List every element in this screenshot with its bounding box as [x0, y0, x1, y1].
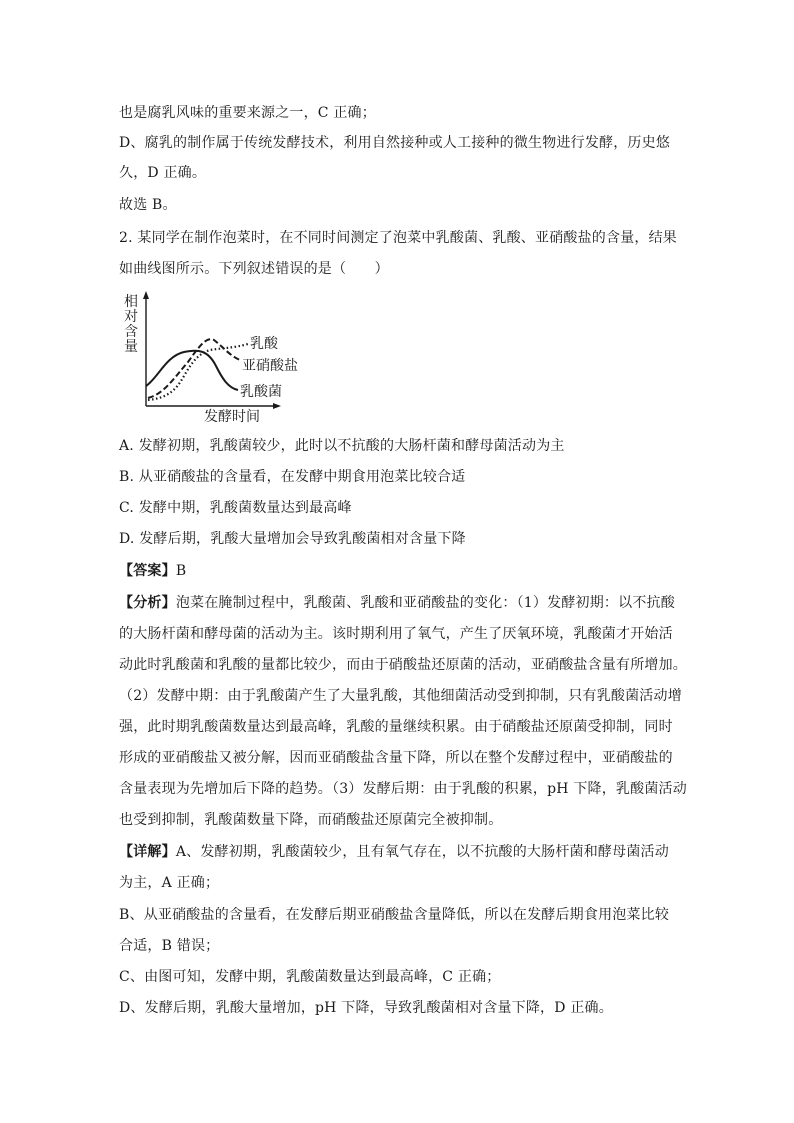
label-nitrite: 亚硝酸盐: [242, 358, 298, 374]
y-axis-label-char: 量: [124, 339, 138, 355]
label-lactic-acid: 乳酸: [250, 336, 278, 352]
analysis-tag: 【分析】: [119, 595, 176, 611]
question-line: 如曲线图所示。下列叙述错误的是（ ）: [119, 261, 389, 277]
curve-graph: [118, 290, 298, 425]
answer-tag: 【答案】: [119, 563, 176, 579]
analysis-line: 动此时乳酸菌和乳酸的量都比较少，而由于硝酸盐还原菌的活动，亚硝酸盐含量有所增加。: [119, 657, 687, 673]
detail-line: 为主，A 正确；: [119, 875, 220, 891]
analysis-line: [119, 593, 675, 613]
y-axis-arrow: [143, 291, 149, 299]
answer-line: [119, 561, 186, 581]
label-bacteria: 乳酸菌: [240, 384, 282, 400]
option-d: D. 发酵后期，乳酸大量增加会导致乳酸菌相对含量下降: [119, 531, 466, 547]
detail-line: B、从亚硝酸盐的含量看，在发酵后期亚硝酸盐含量降低，所以在发酵后期食用泡菜比较: [119, 907, 670, 923]
analysis-line: 形成的亚硝酸盐又被分解，因而亚硝酸盐含量下降，所以在整个发酵过程中，亚硝酸盐的: [119, 750, 673, 766]
detail-text: A、发酵初期，乳酸菌较少，且有氧气存在，以不抗酸的大肠杆菌和酵母菌活动: [175, 844, 669, 860]
curve-lactic-acid: [148, 344, 248, 400]
analysis-line: （2）发酵中期：由于乳酸菌产生了大量乳酸，其他细菌活动受到抑制，只有乳酸菌活动增: [119, 688, 682, 704]
text-line: D、腐乳的制作属于传统发酵技术，利用自然接种或人工接种的微生物进行发酵，历史悠: [119, 135, 671, 151]
curve-figure: [118, 290, 298, 425]
detail-line: D、发酵后期，乳酸大量增加，pH 下降，导致乳酸菌相对含量下降，D 正确。: [119, 1000, 613, 1016]
answer-value: B: [175, 563, 187, 579]
y-axis-label-char: 含: [124, 324, 138, 340]
detail-tag: 【详解】: [119, 844, 176, 860]
text-line: 久，D 正确。: [119, 165, 207, 181]
curve-bacteria: [146, 351, 238, 390]
analysis-text: 泡菜在腌制过程中，乳酸菌、乳酸和亚硝酸盐的变化：（1）发酵初期：以不抗酸: [175, 595, 675, 611]
y-axis-label-char: 相: [124, 294, 138, 310]
option-c: C. 发酵中期，乳酸菌数量达到最高峰: [119, 500, 352, 516]
detail-line: 合适，B 错误；: [119, 938, 220, 954]
text-line: 故选 B。: [119, 197, 177, 213]
analysis-line: 的大肠杆菌和酵母菌的活动为主。该时期利用了氧气，产生了厌氧环境，乳酸菌才开始活: [119, 626, 673, 642]
analysis-line: 强，此时期乳酸菌数量达到最高峰，乳酸的量继续积累。由于硝酸盐还原菌受抑制，同时: [119, 719, 673, 735]
question-line: 2. 某同学在制作泡菜时，在不同时间测定了泡菜中乳酸菌、乳酸、亚硝酸盐的含量，结果: [119, 230, 678, 246]
y-axis-label-char: 对: [124, 309, 138, 325]
text-line: 也是腐乳风味的重要来源之一，C 正确；: [119, 105, 376, 121]
analysis-line: 也受到抑制，乳酸菌数量下降，而硝酸盐还原菌完全被抑制。: [119, 812, 503, 828]
detail-line: [119, 842, 669, 862]
x-axis-label: 发酵时间: [204, 409, 260, 425]
detail-line: C、由图可知，发酵中期，乳酸菌数量达到最高峰，C 正确；: [119, 969, 501, 985]
option-a: A. 发酵初期，乳酸菌较少，此时以不抗酸的大肠杆菌和酵母菌活动为主: [119, 438, 565, 454]
analysis-line: 含量表现为先增加后下降的趋势。（3）发酵后期：由于乳酸的积累，pH 下降，乳酸菌活动: [119, 781, 687, 797]
x-axis-arrow: [273, 403, 281, 409]
option-b: B. 从亚硝酸盐的含量看，在发酵中期食用泡菜比较合适: [119, 469, 466, 485]
